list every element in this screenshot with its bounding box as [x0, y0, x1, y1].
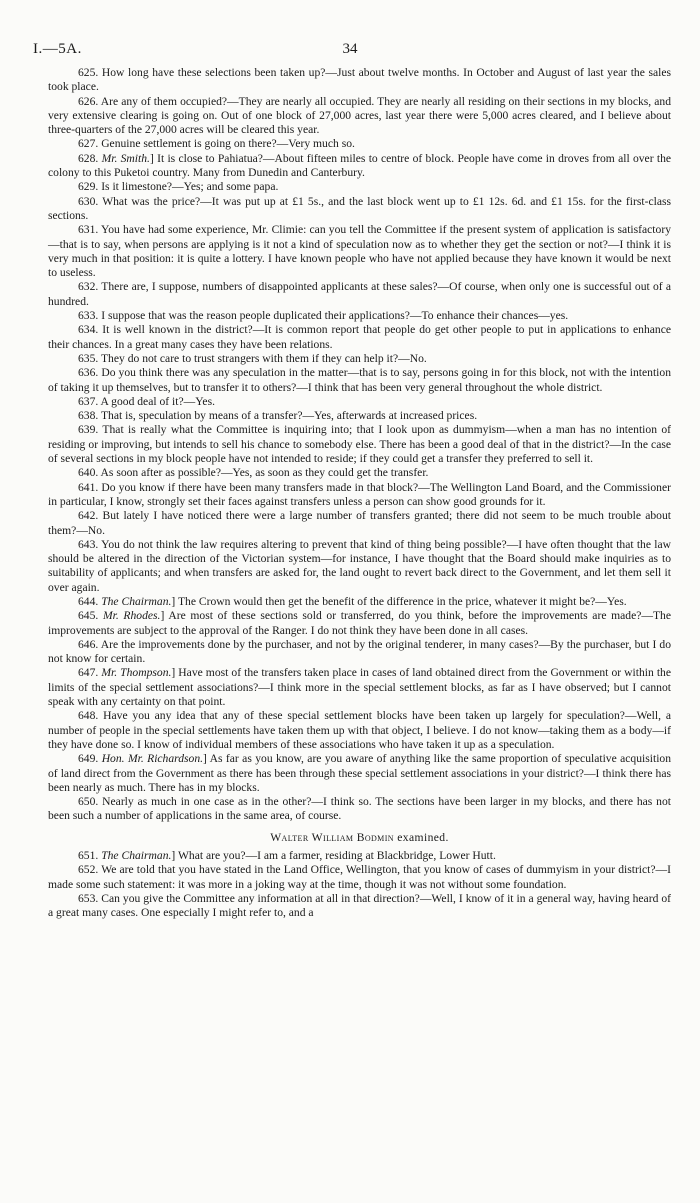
evidence-paragraph: 637. A good deal of it?—Yes.: [78, 394, 215, 408]
question-number: 647.: [78, 666, 102, 680]
speaker-name: Mr. Rhodes.: [102, 609, 161, 623]
speaker-name: Mr. Smith.: [101, 151, 150, 165]
evidence-paragraph: 626. Are any of them occupied?—They are nearly all occupied. They are nearly all residing on their sections in my blocks, and very extensive clearing is going on. Out of one block of 27,000 acres, last year there were 5,000 acres cleared, and I believe about three-quarters of the 27,000 acres will be cleared this year.: [48, 94, 671, 137]
evidence-paragraph: 630. What was the price?—It was put up at £1 5s., and the last block went up to £1 12s. 6d. and £1 15s. for the first-class sections.: [48, 194, 671, 222]
evidence-paragraph: 631. You have had some experience, Mr. Climie: can you tell the Committee if the present system of application is satisfactory—that is to say, when persons are applying is it not a kind of speculation now as to whether they get the section or not?—I think it is very much in that position: it is quite a lottery. I have known people who have not applied because they have known it would be next to useless.: [48, 223, 671, 280]
evidence-paragraph: 632. There are, I suppose, numbers of disappointed applicants at these sales?—Of course, when only one is successful out of a hundred.: [48, 280, 671, 308]
evidence-paragraph: 648. Have you any idea that any of these special settlement blocks have been taken up largely for speculation?—Well, a number of people in the special settlements have taken them up with that object, I believe. I do not know—taking them as a body—if they have done so. I know of individual members of these associations who have taken it up as a speculation.: [48, 709, 671, 751]
document-body: [48, 66, 671, 921]
evidence-paragraph: 636. Do you think there was any speculation in the matter—that is to say, persons going in for this block, not with the intention of taking it up themselves, but to transfer it to others?—I think that has been very general throughout the whole district.: [48, 366, 671, 394]
question-number: 628.: [78, 151, 102, 165]
evidence-paragraph: [48, 595, 671, 609]
evidence-paragraph: 650. Nearly as much in one case as in the other?—I think so. The sections have been larger in my blocks, and there has not been such a number of applications in the same area, of course.: [48, 795, 671, 823]
evidence-paragraph: 639. That is really what the Committee is inquiring into; that I look upon as dummyism—when a man has no intention of residing or improving, but intends to sell his chance to somebody else. There has been a good deal of that in the district?—In the case of several sections in my block people have not intended to reside; if they could get a transfer they preferred to sell it.: [48, 423, 671, 466]
evidence-paragraph: [48, 752, 671, 795]
evidence-section-bodmin: [48, 849, 671, 920]
evidence-paragraph: [48, 849, 671, 863]
evidence-paragraph: [48, 609, 671, 638]
evidence-paragraph: [48, 152, 671, 181]
evidence-paragraph: 643. You do not think the law requires altering to prevent that kind of thing being possible?—I have often thought that the law should be altered in the direction of the Victorian system—for instance, I have thought that the Board should make inquiries as to suitability of applicants; and when transfers are asked for, the land ought to revert back direct to the Government, and let them sell it over again.: [48, 537, 671, 594]
evidence-paragraph: 646. Are the improvements done by the purchaser, and not by the original tenderer, in many cases?—By the purchaser, but I do not know for certain.: [48, 637, 671, 666]
evidence-paragraph: 642. But lately I have noticed there were a large number of transfers granted; there did not seem to be much trouble about them?—No.: [48, 509, 671, 537]
witness-heading: [48, 831, 671, 845]
evidence-paragraph: 653. Can you give the Committee any information at all in that direction?—Well, I know of it in a general way, having heard of a great many cases. One especially I might refer to, and a: [48, 891, 671, 920]
evidence-paragraph: 641. Do you know if there have been many transfers made in that block?—The Wellington Land Board, and the Commissioner in particular, I know, strongly set their faces against transfers unless a person can show good grounds for it.: [48, 480, 671, 508]
paragraph-text: ] What are you?—I am a farmer, residing at Blackbridge, Lower Hutt.: [171, 849, 496, 863]
witness-heading-suffix: examined.: [393, 830, 449, 844]
paragraph-text: ] As far as you know, are you aware of anything like the same proportion of speculative acquisition of land direct from the Government as there has been through these special settlement associations in your district?—I think there has been nearly as much. There has in my blocks.: [48, 752, 672, 794]
evidence-paragraph: 627. Genuine settlement is going on there?—Very much so.: [78, 137, 355, 151]
document-code: I.—5A.: [33, 41, 82, 57]
question-number: 645.: [78, 609, 103, 623]
evidence-paragraph: 638. That is, speculation by means of a transfer?—Yes, afterwards at increased prices.: [78, 409, 478, 423]
page-number: 34: [342, 41, 358, 57]
evidence-paragraph: 634. It is well known in the district?—It is common report that people do get other people to put in applications to enhance their chances. In a great many cases they have been relations.: [48, 323, 671, 351]
paragraph-text: ] Are most of these sections sold or transferred, do you think, before the improvements are made?—The improvements are subject to the approval of the Ranger. I do not think they have been done in all cases.: [48, 609, 672, 637]
speaker-name: The Chairman.: [101, 594, 172, 608]
paragraph-text: ] Have most of the transfers taken place in cases of land obtained direct from the Government or within the limits of the special settlement associations?—I think more in the special settlement blocks, as far as I have observed; but I cannot speak with any certainty on that point.: [48, 666, 671, 709]
evidence-paragraph: [48, 666, 671, 709]
paragraph-text: ] The Crown would then get the benefit of the difference in the price, whatever it might be?—Yes.: [171, 594, 627, 608]
evidence-paragraph: 625. How long have these selections been taken up?—Just about twelve months. In October and August of last year the sales took place.: [48, 66, 671, 94]
speaker-name: Hon. Mr. Richardson.: [101, 752, 204, 766]
speaker-name: The Chairman.: [101, 849, 172, 863]
evidence-paragraph: 652. We are told that you have stated in the Land Office, Wellington, that you know of cases of dummyism in your district?—I made some such statement: it was more in a joking way at the time, though it was not without some foundation.: [48, 863, 671, 891]
witness-name: Walter William Bodmin: [270, 830, 394, 844]
question-number: 649.: [78, 752, 102, 766]
evidence-paragraph: 633. I suppose that was the reason people duplicated their applications?—To enhance their chances—yes.: [78, 309, 569, 323]
speaker-name: Mr. Thompson.: [101, 666, 172, 680]
question-number: 651.: [78, 849, 102, 863]
page-header: [33, 41, 667, 61]
evidence-section-climie: [48, 66, 671, 824]
evidence-paragraph: 635. They do not care to trust strangers with them if they can help it?—No.: [78, 351, 427, 365]
evidence-paragraph: 629. Is it limestone?—Yes; and some papa.: [78, 180, 279, 194]
question-number: 644.: [78, 594, 102, 608]
paragraph-text: ] It is close to Pahiatua?—About fifteen miles to centre of block. People have come in droves from all over the colony to this Puketoi country. Many from Dunedin and Canterbury.: [48, 151, 672, 180]
evidence-paragraph: 640. As soon after as possible?—Yes, as soon as they could get the transfer.: [78, 466, 429, 480]
